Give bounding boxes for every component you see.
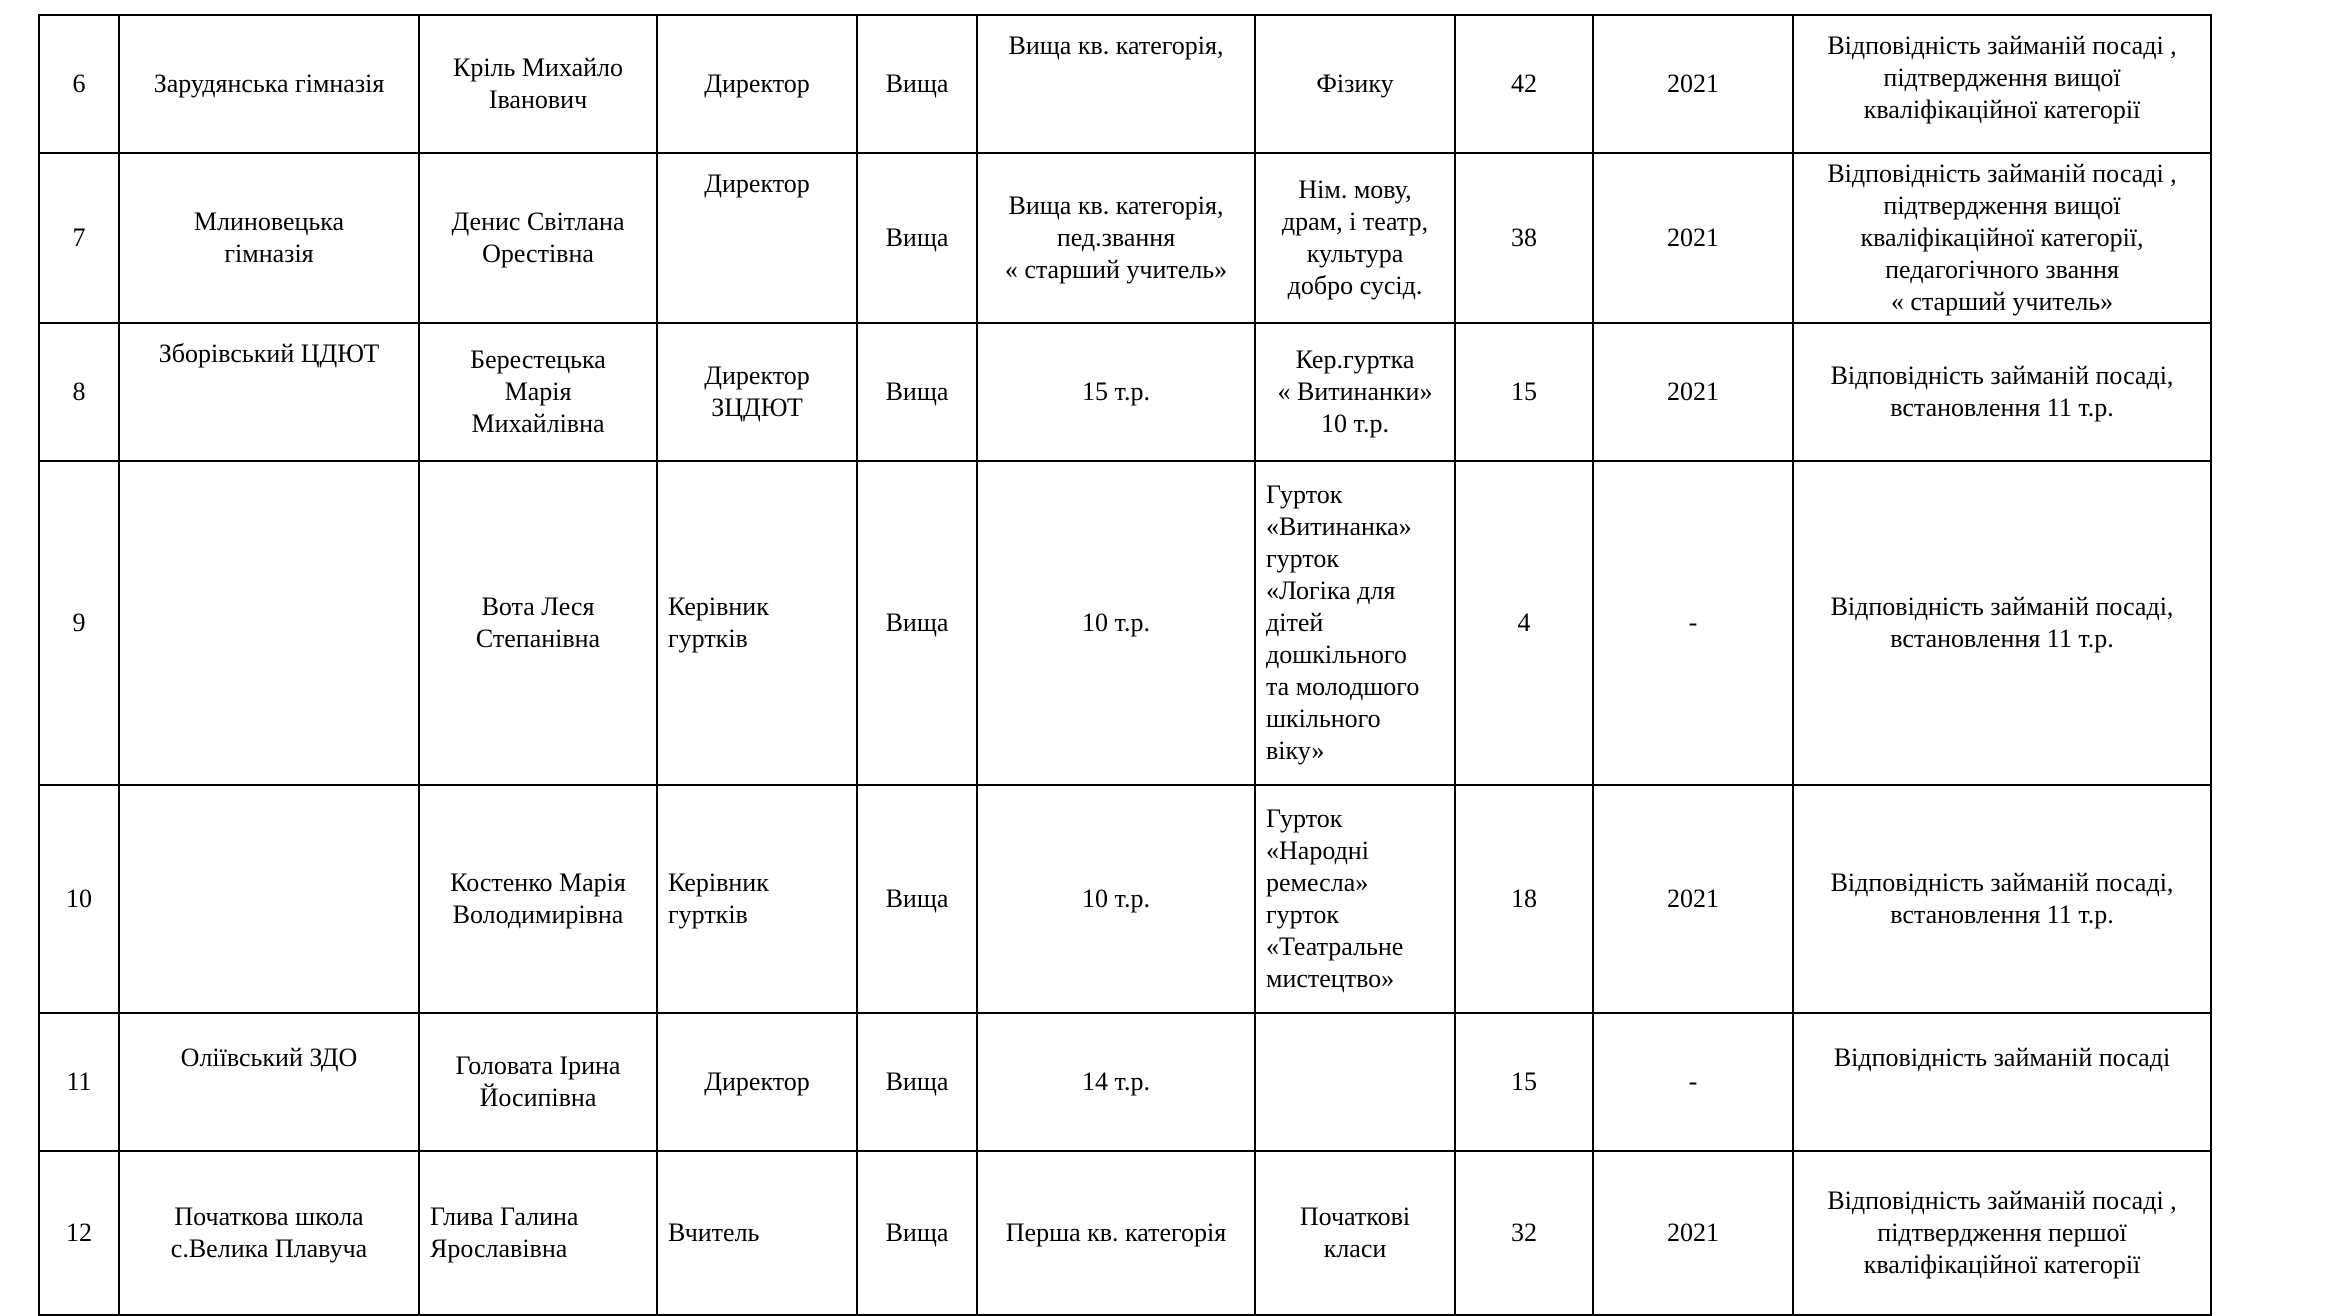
subject-cell: Кер.гуртка « Витинанки» 10 т.р. (1255, 323, 1455, 461)
institution-cell (119, 461, 419, 785)
subject-cell: Гурток «Народні ремесла» гурток «Театральне мистецтво» (1255, 785, 1455, 1013)
subject-cell (1255, 1013, 1455, 1151)
table-row (39, 461, 2211, 785)
education-cell: Вища (857, 785, 977, 1013)
table-row (39, 15, 2211, 153)
experience-cell: 18 (1455, 785, 1593, 1013)
category-cell: 14 т.р. (977, 1013, 1255, 1151)
year-cell: - (1593, 461, 1793, 785)
name-cell: Глива Галина Ярославівна (419, 1151, 657, 1315)
experience-cell: 15 (1455, 323, 1593, 461)
row-number: 7 (39, 153, 119, 323)
subject-cell: Фізику (1255, 15, 1455, 153)
education-cell: Вища (857, 15, 977, 153)
education-cell: Вища (857, 461, 977, 785)
category-cell: Вища кв. категорія, (977, 15, 1255, 153)
experience-cell: 38 (1455, 153, 1593, 323)
table-row (39, 323, 2211, 461)
name-cell: Берестецька Марія Михайлівна (419, 323, 657, 461)
category-cell: Вища кв. категорія, пед.звання « старший учитель» (977, 153, 1255, 323)
row-number: 11 (39, 1013, 119, 1151)
name-cell: Головата Ірина Йосипівна (419, 1013, 657, 1151)
experience-cell: 32 (1455, 1151, 1593, 1315)
result-cell: Відповідність займаній посаді (1793, 1013, 2211, 1151)
row-number: 10 (39, 785, 119, 1013)
table-row (39, 1013, 2211, 1151)
year-cell: 2021 (1593, 323, 1793, 461)
institution-cell: Зборівський ЦДЮТ (119, 323, 419, 461)
education-cell: Вища (857, 1013, 977, 1151)
position-cell: Директор (657, 153, 857, 323)
experience-cell: 15 (1455, 1013, 1593, 1151)
table-row (39, 1151, 2211, 1315)
institution-cell: Зарудянська гімназія (119, 15, 419, 153)
row-number: 12 (39, 1151, 119, 1315)
year-cell: 2021 (1593, 15, 1793, 153)
position-cell: Директор ЗЦДЮТ (657, 323, 857, 461)
year-cell: 2021 (1593, 1151, 1793, 1315)
subject-cell: Початкові класи (1255, 1151, 1455, 1315)
result-cell: Відповідність займаній посаді , підтвердження вищої кваліфікаційної категорії (1793, 15, 2211, 153)
name-cell: Кріль Михайло Іванович (419, 15, 657, 153)
subject-cell: Нім. мову, драм, і театр, культура добро сусід. (1255, 153, 1455, 323)
category-cell: 10 т.р. (977, 785, 1255, 1013)
institution-cell (119, 785, 419, 1013)
row-number: 8 (39, 323, 119, 461)
position-cell: Керівник гуртків (657, 785, 857, 1013)
category-cell: 15 т.р. (977, 323, 1255, 461)
year-cell: 2021 (1593, 153, 1793, 323)
result-cell: Відповідність займаній посаді, встановлення 11 т.р. (1793, 785, 2211, 1013)
staff-table (38, 14, 2212, 1316)
year-cell: - (1593, 1013, 1793, 1151)
position-cell: Директор (657, 1013, 857, 1151)
education-cell: Вища (857, 1151, 977, 1315)
table-row (39, 785, 2211, 1013)
row-number: 9 (39, 461, 119, 785)
name-cell: Костенко Марія Володимирівна (419, 785, 657, 1013)
result-cell: Відповідність займаній посаді , підтвердження першої кваліфікаційної категорії (1793, 1151, 2211, 1315)
subject-cell: Гурток «Витинанка» гурток «Логіка для дітей дошкільного та молодшого шкільного віку» (1255, 461, 1455, 785)
result-cell: Відповідність займаній посаді, встановлення 11 т.р. (1793, 323, 2211, 461)
name-cell: Денис Світлана Орестівна (419, 153, 657, 323)
category-cell: Перша кв. категорія (977, 1151, 1255, 1315)
table-row (39, 153, 2211, 323)
education-cell: Вища (857, 323, 977, 461)
institution-cell: Початкова школа с.Велика Плавуча (119, 1151, 419, 1315)
row-number: 6 (39, 15, 119, 153)
position-cell: Вчитель (657, 1151, 857, 1315)
experience-cell: 4 (1455, 461, 1593, 785)
result-cell: Відповідність займаній посаді , підтвердження вищої кваліфікаційної категорії, педагогічного звання « старший учитель» (1793, 153, 2211, 323)
position-cell: Керівник гуртків (657, 461, 857, 785)
category-cell: 10 т.р. (977, 461, 1255, 785)
experience-cell: 42 (1455, 15, 1593, 153)
year-cell: 2021 (1593, 785, 1793, 1013)
name-cell: Вота Леся Степанівна (419, 461, 657, 785)
institution-cell: Млиновецька гімназія (119, 153, 419, 323)
result-cell: Відповідність займаній посаді, встановлення 11 т.р. (1793, 461, 2211, 785)
education-cell: Вища (857, 153, 977, 323)
position-cell: Директор (657, 15, 857, 153)
institution-cell: Оліївський ЗДО (119, 1013, 419, 1151)
